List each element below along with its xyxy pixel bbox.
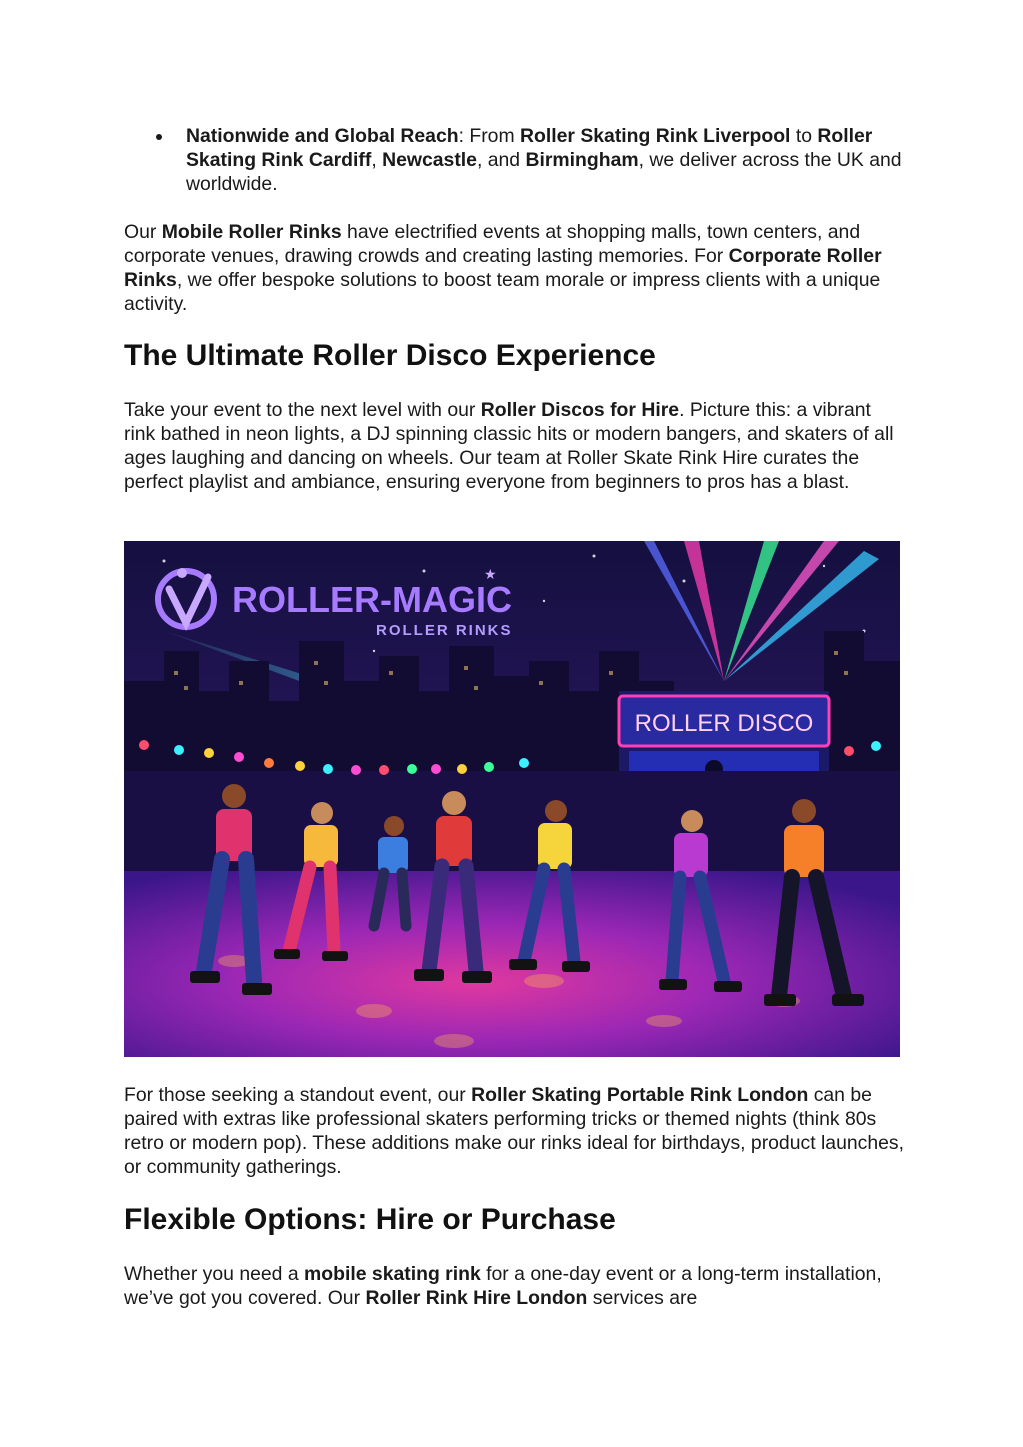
paragraph-portable-rink: For those seeking a standout event, our Roller Skating Portable Rink London can be paired with extras like professional skaters performing tricks or themed nights (think 80s retro or modern pop). These additions make our rinks ideal for birthdays, product launches, or community gatherings. xyxy=(124,1084,904,1178)
brand-name: ROLLER-MAGIC xyxy=(232,579,512,620)
brand-tagline: ROLLER RINKS xyxy=(376,622,513,639)
bullet-item-reach: Nationwide and Global Reach: From Roller Skating Rink Liverpool to Roller Skating Rink Cardiff, Newcastle, and Birmingham, we deliver across the UK and worldwide. xyxy=(124,124,904,196)
roller-disco-illustration xyxy=(124,541,900,1057)
bullet-list xyxy=(124,124,904,196)
section-heading-roller-disco: The Ultimate Roller Disco Experience xyxy=(124,339,656,372)
paragraph-mobile-rinks: Our Mobile Roller Rinks have electrified events at shopping malls, town centers, and corporate venues, drawing crowds and creating lasting memories. For Corporate Roller Rinks, we offer bespoke solutions to boost team morale or impress clients with a unique activity. xyxy=(124,221,882,315)
stage-sign: ROLLER DISCO xyxy=(634,710,814,737)
section-heading-flexible-options: Flexible Options: Hire or Purchase xyxy=(124,1203,616,1236)
bullet-dot xyxy=(156,134,162,140)
paragraph-hire-purchase: Whether you need a mobile skating rink for a one-day event or a long-term installation, we’ve got you covered. Our Roller Rink Hire London services are xyxy=(124,1263,882,1309)
star-icon: ★ xyxy=(484,566,497,582)
paragraph-roller-disco: Take your event to the next level with our Roller Discos for Hire. Picture this: a vibrant rink bathed in neon lights, a DJ spinning classic hits or modern bangers, and skaters of all ages laughing and dancing on wheels. Our team at Roller Skate Rink Hire curates the perfect playlist and ambiance, ensuring everyone from beginners to pros has a blast. xyxy=(124,399,894,493)
